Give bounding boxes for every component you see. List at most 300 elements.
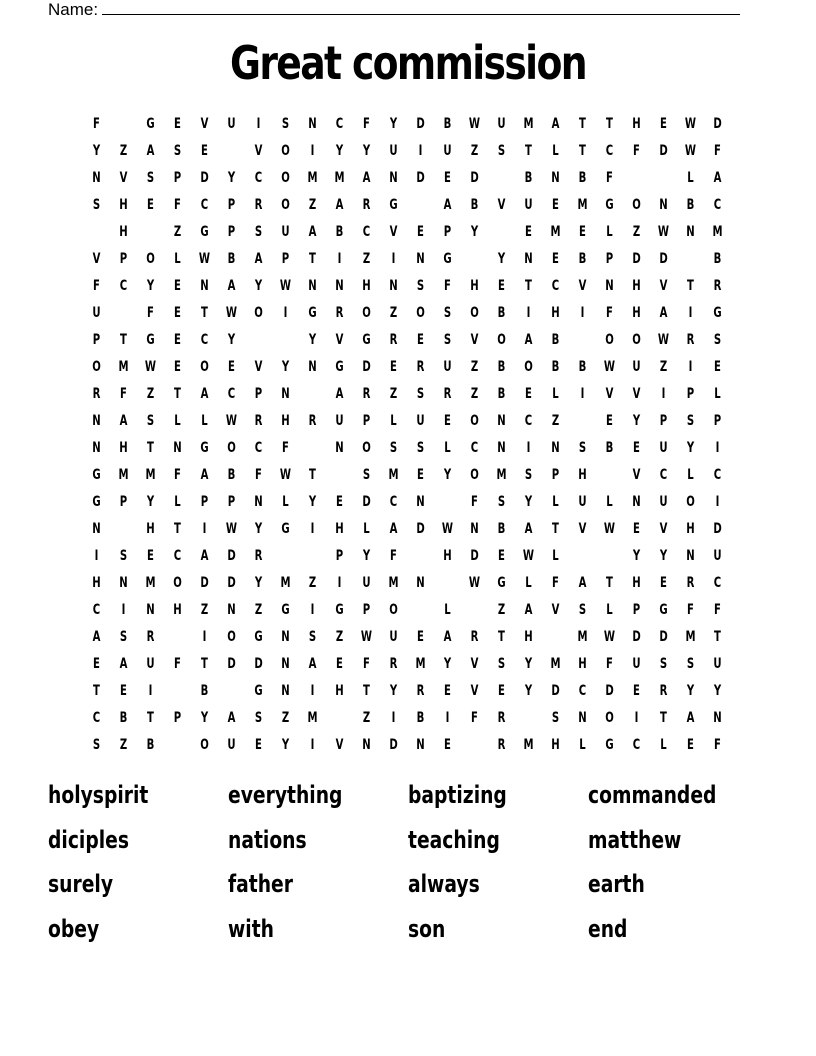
- grid-letter: D: [713, 116, 722, 132]
- grid-letter: [438, 570, 457, 597]
- grid-letter: F: [174, 197, 181, 213]
- grid-letter: L: [552, 143, 559, 159]
- grid-letter: S: [308, 629, 317, 645]
- grid-letter: W: [603, 521, 616, 537]
- grid-letter: [141, 219, 160, 246]
- grid-letter: R: [389, 656, 398, 672]
- grid-letter: R: [713, 278, 722, 294]
- grid-letter: H: [686, 521, 695, 537]
- grid-letter: N: [227, 602, 236, 618]
- grid-letter: E: [660, 575, 667, 591]
- grid-letter: U: [281, 224, 290, 240]
- grid-letter: S: [524, 467, 533, 483]
- grid-letter: F: [255, 467, 262, 483]
- grid-letter: W: [198, 251, 211, 267]
- grid-letter: E: [606, 413, 613, 429]
- grid-letter: R: [686, 575, 695, 591]
- grid-letter: A: [335, 197, 344, 213]
- grid-letter: P: [281, 251, 290, 267]
- grid-letter: S: [686, 656, 695, 672]
- grid-letter: I: [310, 143, 315, 159]
- grid-letter: V: [632, 386, 641, 402]
- grid-letter: L: [444, 602, 451, 618]
- grid-letter: V: [254, 359, 263, 375]
- grid-letter: Y: [254, 575, 263, 591]
- grid-letter: F: [120, 386, 127, 402]
- grid-letter: E: [174, 278, 181, 294]
- word-list-item: surely: [48, 870, 114, 898]
- grid-letter: B: [497, 386, 506, 402]
- grid-letter: Y: [200, 710, 209, 726]
- grid-letter: S: [497, 143, 506, 159]
- word-search-grid: [83, 111, 731, 759]
- grid-letter: P: [227, 494, 236, 510]
- grid-letter: I: [94, 548, 99, 564]
- grid-letter: S: [686, 413, 695, 429]
- grid-letter: V: [605, 386, 614, 402]
- grid-row: [83, 462, 731, 489]
- grid-letter: N: [308, 116, 317, 132]
- grid-letter: F: [606, 656, 613, 672]
- grid-letter: V: [335, 737, 344, 753]
- grid-letter: W: [657, 224, 670, 240]
- grid-letter: U: [659, 494, 668, 510]
- grid-letter: E: [255, 737, 262, 753]
- grid-letter: C: [200, 197, 209, 213]
- grid-row: [83, 570, 731, 597]
- grid-letter: S: [389, 440, 398, 456]
- grid-letter: E: [417, 332, 424, 348]
- grid-letter: E: [174, 305, 181, 321]
- grid-letter: Y: [227, 332, 236, 348]
- grid-letter: N: [200, 278, 209, 294]
- grid-letter: P: [659, 413, 668, 429]
- grid-letter: Y: [659, 548, 668, 564]
- grid-letter: G: [443, 251, 452, 267]
- grid-letter: Y: [281, 737, 290, 753]
- grid-letter: [303, 543, 322, 570]
- grid-letter: F: [471, 494, 478, 510]
- grid-letter: F: [390, 548, 397, 564]
- grid-letter: O: [632, 332, 641, 348]
- grid-letter: L: [201, 413, 208, 429]
- grid-letter: N: [497, 413, 506, 429]
- grid-letter: Y: [470, 224, 479, 240]
- grid-letter: B: [551, 332, 560, 348]
- grid-letter: L: [552, 386, 559, 402]
- grid-letter: R: [443, 386, 452, 402]
- grid-letter: C: [605, 143, 614, 159]
- grid-letter: L: [579, 737, 586, 753]
- grid-row: [83, 381, 731, 408]
- grid-letter: Y: [686, 440, 695, 456]
- word-list-item: baptizing: [408, 781, 507, 809]
- grid-letter: N: [416, 737, 425, 753]
- grid-letter: O: [173, 575, 182, 591]
- grid-letter: S: [416, 386, 425, 402]
- grid-letter: E: [390, 359, 397, 375]
- grid-letter: B: [146, 737, 155, 753]
- grid-letter: S: [146, 413, 155, 429]
- word-list-item: earth: [588, 870, 645, 898]
- grid-letter: T: [174, 386, 181, 402]
- grid-letter: Y: [713, 683, 722, 699]
- grid-letter: P: [173, 170, 182, 186]
- grid-letter: R: [335, 305, 344, 321]
- grid-letter: D: [416, 116, 425, 132]
- grid-letter: T: [147, 440, 154, 456]
- grid-letter: A: [443, 629, 452, 645]
- grid-letter: S: [578, 440, 587, 456]
- grid-letter: N: [632, 494, 641, 510]
- grid-letter: M: [388, 575, 399, 591]
- grid-letter: W: [522, 548, 535, 564]
- grid-letter: N: [524, 251, 533, 267]
- grid-letter: [546, 624, 565, 651]
- grid-letter: N: [578, 710, 587, 726]
- grid-letter: N: [362, 737, 371, 753]
- grid-letter: A: [308, 224, 317, 240]
- grid-letter: E: [714, 359, 721, 375]
- grid-letter: F: [606, 305, 613, 321]
- grid-letter: T: [120, 332, 127, 348]
- word-list-item: nations: [228, 825, 307, 854]
- grid-letter: D: [632, 251, 641, 267]
- grid-letter: [573, 327, 592, 354]
- grid-letter: D: [605, 683, 614, 699]
- grid-letter: A: [713, 170, 722, 186]
- grid-letter: V: [335, 332, 344, 348]
- grid-letter: [330, 705, 349, 732]
- word-list: [48, 776, 788, 954]
- grid-letter: L: [444, 440, 451, 456]
- grid-letter: G: [389, 197, 398, 213]
- grid-letter: W: [684, 143, 697, 159]
- grid-letter: B: [497, 305, 506, 321]
- name-label: Name:: [48, 0, 99, 19]
- grid-letter: L: [606, 224, 613, 240]
- grid-letter: B: [713, 251, 722, 267]
- grid-letter: A: [389, 521, 398, 537]
- grid-letter: O: [470, 305, 479, 321]
- grid-letter: V: [119, 170, 128, 186]
- grid-letter: T: [309, 251, 316, 267]
- grid-letter: O: [524, 359, 533, 375]
- grid-letter: [411, 597, 430, 624]
- grid-letter: N: [470, 521, 479, 537]
- grid-letter: Z: [470, 143, 479, 159]
- grid-letter: B: [578, 251, 587, 267]
- grid-letter: I: [526, 440, 531, 456]
- grid-letter: Z: [119, 143, 128, 159]
- name-underline: [102, 0, 740, 15]
- grid-letter: E: [201, 143, 208, 159]
- grid-letter: U: [146, 656, 155, 672]
- grid-letter: U: [389, 629, 398, 645]
- grid-letter: S: [713, 332, 722, 348]
- grid-letter: E: [417, 467, 424, 483]
- grid-row: [83, 111, 731, 138]
- grid-letter: N: [335, 278, 344, 294]
- grid-letter: U: [713, 656, 722, 672]
- grid-letter: Y: [146, 278, 155, 294]
- grid-letter: [573, 408, 592, 435]
- grid-letter: H: [146, 521, 155, 537]
- grid-letter: D: [551, 683, 560, 699]
- grid-letter: U: [227, 116, 236, 132]
- grid-letter: V: [659, 278, 668, 294]
- grid-letter: G: [146, 116, 155, 132]
- grid-letter: S: [281, 116, 290, 132]
- grid-letter: H: [92, 575, 101, 591]
- word-list-item: with: [228, 914, 274, 943]
- grid-letter: E: [444, 683, 451, 699]
- grid-letter: [87, 219, 106, 246]
- grid-letter: O: [686, 494, 695, 510]
- grid-letter: E: [228, 359, 235, 375]
- grid-letter: Y: [335, 143, 344, 159]
- grid-letter: F: [444, 278, 451, 294]
- grid-letter: A: [308, 656, 317, 672]
- grid-letter: C: [227, 386, 236, 402]
- grid-letter: [600, 543, 619, 570]
- grid-letter: I: [337, 251, 342, 267]
- grid-letter: R: [254, 197, 263, 213]
- grid-letter: [492, 219, 511, 246]
- grid-letter: N: [92, 170, 101, 186]
- grid-letter: D: [362, 494, 371, 510]
- grid-letter: [681, 246, 700, 273]
- grid-row: [83, 543, 731, 570]
- grid-letter: U: [578, 494, 587, 510]
- grid-letter: C: [119, 278, 128, 294]
- grid-letter: L: [714, 386, 721, 402]
- grid-letter: D: [227, 548, 236, 564]
- grid-letter: I: [391, 251, 396, 267]
- grid-letter: A: [200, 548, 209, 564]
- grid-letter: Y: [389, 116, 398, 132]
- grid-letter: M: [577, 629, 588, 645]
- grid-letter: F: [363, 116, 370, 132]
- grid-letter: Z: [200, 602, 209, 618]
- grid-letter: F: [714, 602, 721, 618]
- grid-letter: B: [497, 521, 506, 537]
- grid-letter: D: [200, 170, 209, 186]
- grid-letter: M: [118, 467, 129, 483]
- page-title: Great commission: [230, 36, 586, 90]
- grid-letter: M: [334, 170, 345, 186]
- grid-letter: Y: [443, 656, 452, 672]
- word-list-item: holyspirit: [48, 781, 149, 809]
- grid-letter: G: [497, 575, 506, 591]
- grid-letter: Z: [497, 602, 506, 618]
- grid-letter: O: [362, 440, 371, 456]
- grid-letter: I: [688, 359, 693, 375]
- grid-letter: F: [714, 737, 721, 753]
- grid-letter: O: [200, 359, 209, 375]
- grid-letter: V: [92, 251, 101, 267]
- grid-letter: O: [605, 710, 614, 726]
- grid-letter: Z: [362, 710, 371, 726]
- grid-letter: A: [254, 251, 263, 267]
- grid-letter: I: [391, 710, 396, 726]
- grid-letter: O: [227, 440, 236, 456]
- grid-letter: E: [174, 116, 181, 132]
- grid-letter: Y: [362, 548, 371, 564]
- grid-letter: L: [552, 494, 559, 510]
- word-list-row: [48, 865, 788, 910]
- grid-letter: B: [443, 116, 452, 132]
- grid-letter: O: [92, 359, 101, 375]
- grid-row: [83, 192, 731, 219]
- grid-letter: G: [605, 197, 614, 213]
- grid-letter: Y: [146, 494, 155, 510]
- grid-letter: H: [281, 413, 290, 429]
- grid-letter: T: [525, 278, 532, 294]
- grid-letter: [330, 462, 349, 489]
- grid-letter: S: [416, 440, 425, 456]
- grid-letter: A: [524, 332, 533, 348]
- grid-letter: P: [227, 224, 236, 240]
- grid-letter: O: [146, 251, 155, 267]
- word-list-item: teaching: [408, 825, 500, 854]
- grid-letter: E: [498, 683, 505, 699]
- grid-letter: M: [550, 224, 561, 240]
- grid-row: [83, 516, 731, 543]
- grid-letter: R: [92, 386, 101, 402]
- grid-letter: D: [416, 521, 425, 537]
- grid-letter: T: [606, 116, 613, 132]
- grid-letter: I: [121, 602, 126, 618]
- grid-letter: H: [632, 116, 641, 132]
- grid-letter: M: [550, 656, 561, 672]
- name-field[interactable]: [48, 0, 748, 20]
- grid-letter: A: [659, 305, 668, 321]
- grid-letter: R: [254, 548, 263, 564]
- grid-letter: O: [362, 305, 371, 321]
- grid-letter: W: [225, 413, 238, 429]
- grid-letter: B: [551, 359, 560, 375]
- word-list-item: diciples: [48, 825, 129, 854]
- grid-letter: U: [362, 575, 371, 591]
- grid-letter: W: [468, 116, 481, 132]
- grid-letter: C: [578, 683, 587, 699]
- grid-letter: [168, 678, 187, 705]
- grid-letter: Z: [308, 197, 317, 213]
- grid-letter: T: [201, 305, 208, 321]
- grid-letter: E: [552, 197, 559, 213]
- grid-letter: F: [147, 305, 154, 321]
- grid-letter: [249, 327, 268, 354]
- grid-letter: B: [686, 197, 695, 213]
- grid-letter: L: [660, 737, 667, 753]
- grid-letter: P: [713, 413, 722, 429]
- grid-letter: T: [363, 683, 370, 699]
- grid-letter: A: [146, 143, 155, 159]
- grid-letter: I: [418, 143, 423, 159]
- grid-letter: P: [227, 197, 236, 213]
- grid-letter: E: [174, 359, 181, 375]
- grid-letter: Y: [632, 548, 641, 564]
- grid-letter: D: [389, 737, 398, 753]
- grid-letter: D: [470, 548, 479, 564]
- grid-letter: Y: [443, 467, 452, 483]
- grid-letter: Z: [470, 386, 479, 402]
- grid-letter: H: [119, 440, 128, 456]
- grid-letter: G: [281, 602, 290, 618]
- grid-letter: H: [551, 737, 560, 753]
- grid-letter: V: [578, 278, 587, 294]
- grid-letter: V: [254, 143, 263, 159]
- grid-letter: Y: [389, 683, 398, 699]
- grid-letter: V: [470, 332, 479, 348]
- grid-letter: I: [310, 602, 315, 618]
- grid-letter: R: [389, 332, 398, 348]
- grid-letter: G: [335, 602, 344, 618]
- grid-letter: N: [605, 278, 614, 294]
- grid-letter: S: [146, 170, 155, 186]
- grid-letter: G: [254, 683, 263, 699]
- grid-letter: R: [416, 683, 425, 699]
- word-list-item: commanded: [588, 781, 717, 809]
- grid-letter: [411, 192, 430, 219]
- grid-letter: [627, 165, 646, 192]
- grid-letter: H: [119, 197, 128, 213]
- grid-letter: E: [444, 170, 451, 186]
- grid-letter: I: [580, 386, 585, 402]
- grid-letter: I: [715, 494, 720, 510]
- grid-letter: N: [281, 656, 290, 672]
- grid-letter: O: [632, 197, 641, 213]
- grid-letter: F: [93, 278, 100, 294]
- grid-row: [83, 489, 731, 516]
- grid-letter: L: [525, 575, 532, 591]
- grid-letter: C: [254, 440, 263, 456]
- grid-letter: [114, 300, 133, 327]
- grid-letter: A: [92, 629, 101, 645]
- grid-letter: [465, 597, 484, 624]
- grid-letter: V: [389, 224, 398, 240]
- grid-letter: C: [254, 170, 263, 186]
- grid-letter: H: [119, 224, 128, 240]
- grid-letter: L: [606, 494, 613, 510]
- grid-letter: U: [632, 359, 641, 375]
- grid-letter: E: [498, 548, 505, 564]
- grid-letter: M: [685, 629, 696, 645]
- grid-letter: W: [441, 521, 454, 537]
- grid-letter: O: [281, 143, 290, 159]
- grid-letter: I: [634, 710, 639, 726]
- grid-letter: B: [227, 251, 236, 267]
- grid-letter: N: [416, 494, 425, 510]
- grid-letter: A: [335, 386, 344, 402]
- grid-letter: O: [200, 737, 209, 753]
- grid-letter: U: [524, 197, 533, 213]
- grid-letter: T: [147, 710, 154, 726]
- grid-letter: D: [254, 656, 263, 672]
- grid-letter: B: [416, 710, 425, 726]
- grid-letter: F: [471, 710, 478, 726]
- grid-letter: W: [144, 359, 157, 375]
- grid-letter: N: [551, 170, 560, 186]
- grid-letter: G: [254, 629, 263, 645]
- grid-letter: N: [119, 575, 128, 591]
- grid-letter: L: [174, 413, 181, 429]
- grid-letter: G: [713, 305, 722, 321]
- grid-letter: D: [227, 656, 236, 672]
- grid-letter: V: [470, 683, 479, 699]
- grid-letter: [519, 705, 538, 732]
